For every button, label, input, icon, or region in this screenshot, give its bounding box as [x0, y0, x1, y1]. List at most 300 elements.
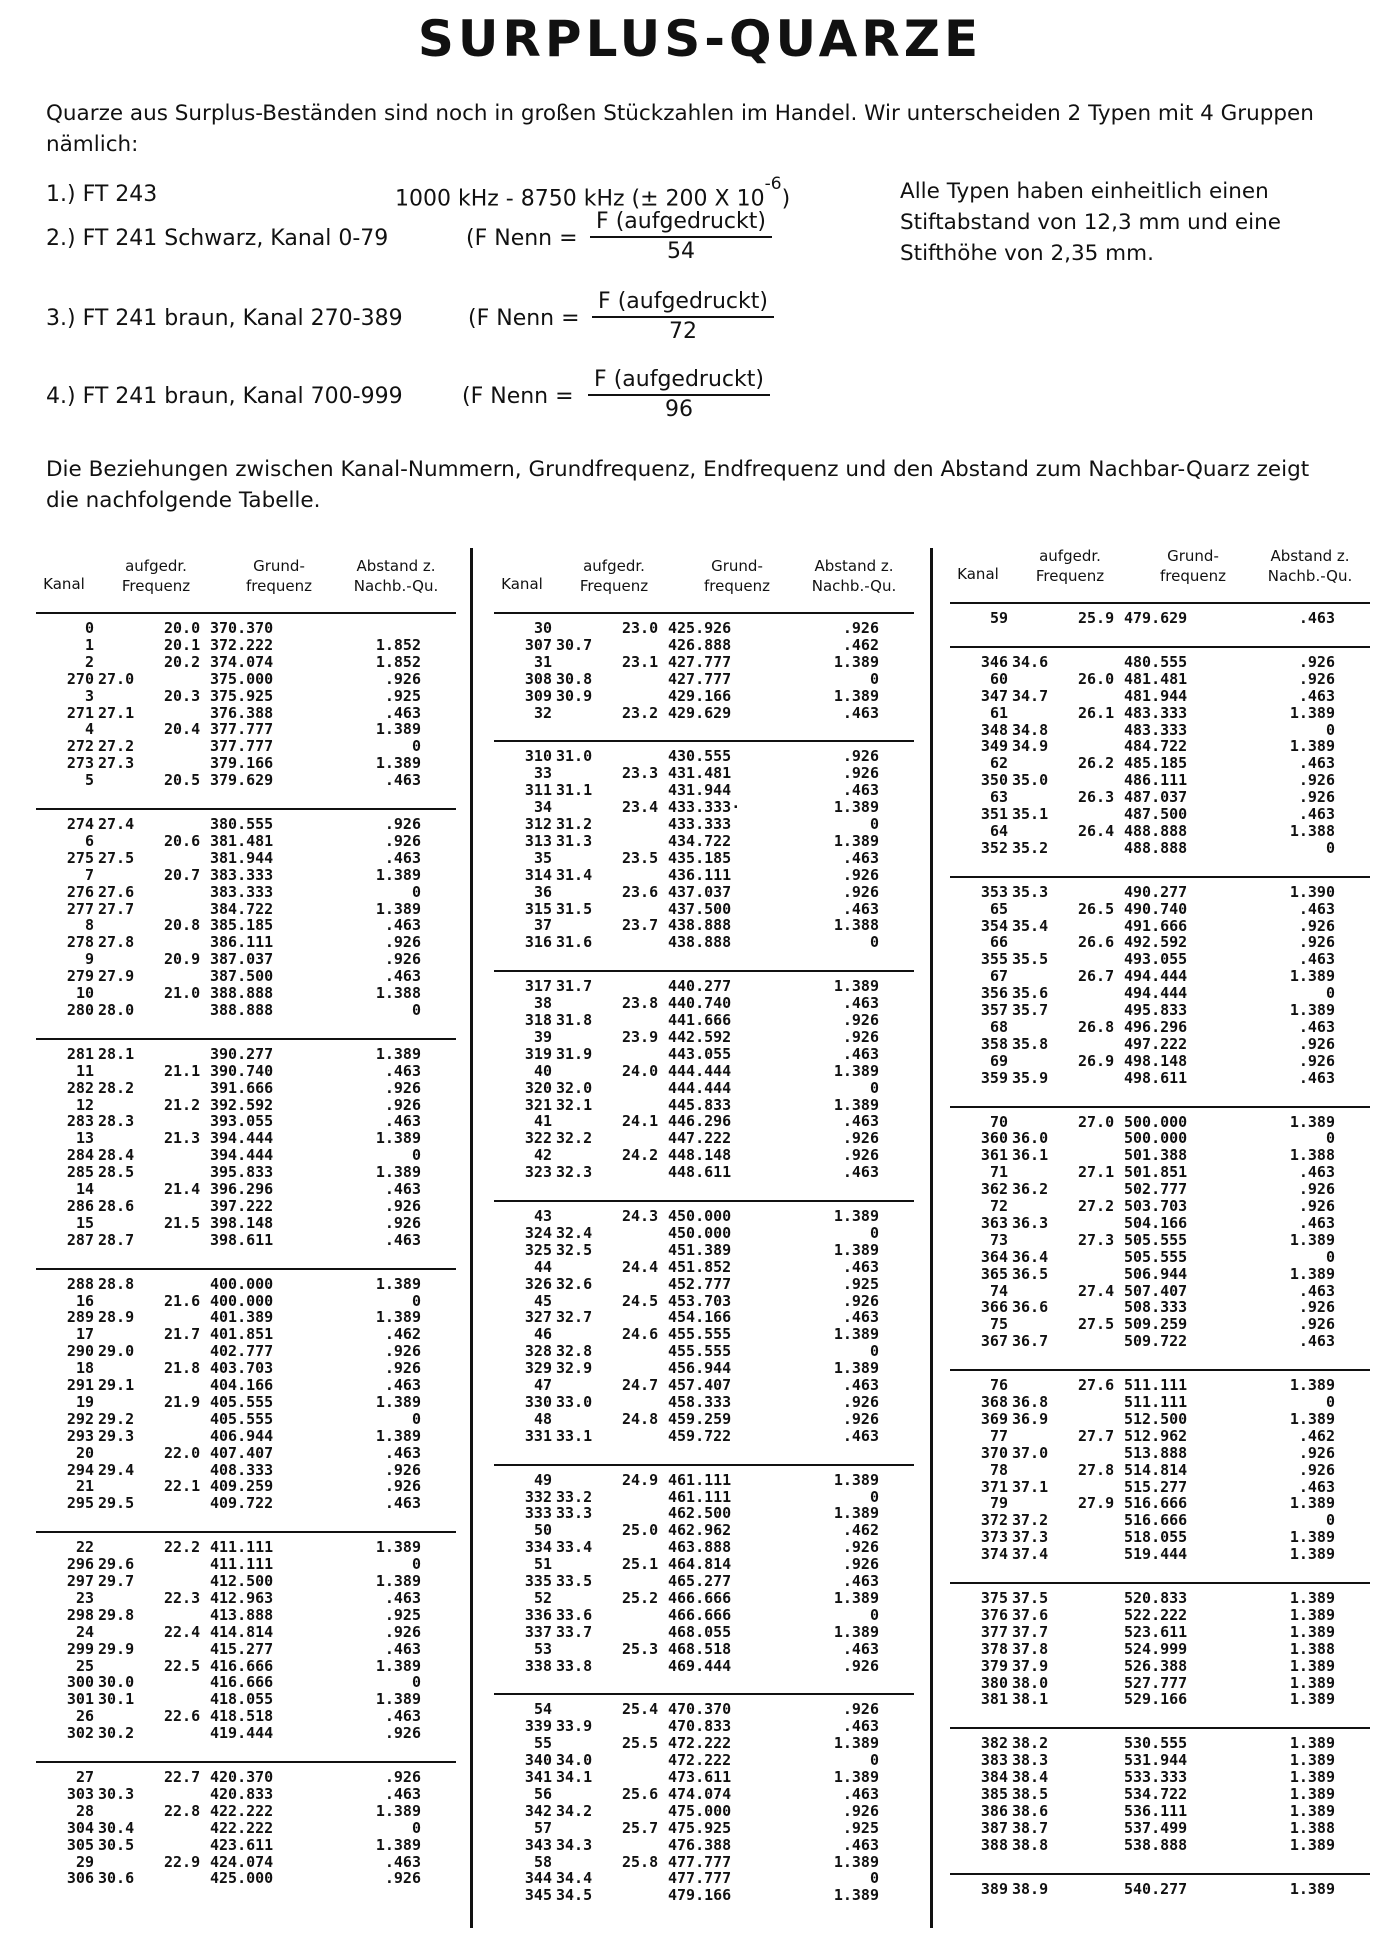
type-3-fraction: [592, 288, 774, 346]
frequency-cell: 24.5: [622, 1291, 659, 1310]
table-row: [494, 1837, 914, 1854]
frequency-cell: 29.2: [98, 1409, 135, 1428]
kanal-cell: 328: [524, 1342, 552, 1361]
grundfrequenz-cell: 512.962: [1124, 1426, 1188, 1445]
abstand-cell: 1.389: [1289, 1605, 1335, 1624]
abstand-cell: .926: [842, 882, 879, 901]
table-row: [36, 1786, 456, 1803]
frequency-cell: 30.4: [98, 1818, 135, 1837]
grundfrequenz-cell: 443.055: [668, 1044, 732, 1063]
grundfrequenz-cell: 456.944: [668, 1359, 732, 1378]
frequency-cell: 31.8: [556, 1011, 593, 1029]
table-row: [494, 1786, 914, 1803]
grundfrequenz-cell: 495.833: [1124, 1001, 1188, 1019]
table-row: [36, 816, 456, 833]
grundfrequenz-cell: 451.852: [668, 1257, 732, 1276]
frequency-cell: 27.6: [1078, 1376, 1115, 1395]
grundfrequenz-cell: 379.166: [210, 754, 274, 773]
frequency-cell: 32.6: [556, 1274, 593, 1293]
table-row: [950, 1752, 1370, 1769]
abstand-cell: .926: [842, 1392, 879, 1411]
frequency-cell: 26.2: [1078, 754, 1115, 773]
abstand-cell: .463: [384, 1707, 421, 1726]
table-row: [950, 1546, 1370, 1563]
kanal-cell: 289: [66, 1308, 94, 1327]
kanal-cell: 5: [84, 771, 94, 790]
table-row: [950, 1462, 1370, 1479]
abstand-cell: .926: [384, 831, 421, 850]
kanal-cell: 362: [980, 1180, 1008, 1199]
kanal-cell: 17: [75, 1325, 94, 1344]
abstand-cell: .926: [842, 747, 879, 766]
frequency-cell: 30.2: [98, 1724, 135, 1743]
table-row: [36, 985, 456, 1002]
table-row: [950, 1299, 1370, 1316]
abstand-cell: .463: [384, 1588, 421, 1607]
table-header-aufgedr: aufgedr. Frequenz: [579, 557, 649, 595]
table-row: [494, 1505, 914, 1522]
kanal-cell: 56: [533, 1784, 552, 1803]
intro-paragraph: Quarze aus Surplus-Beständen sind noch in großen Stückzahlen im Handel. Wir unterscheiden 2 Typen mit 4 Gruppen nämlich:: [46, 101, 1314, 157]
kanal-cell: 30: [533, 619, 552, 637]
frequency-cell: 33.7: [556, 1622, 593, 1641]
table-row: [36, 1539, 456, 1556]
kanal-cell: 66: [989, 933, 1008, 952]
kanal-cell: 309: [524, 686, 552, 705]
abstand-cell: .926: [384, 1196, 421, 1215]
kanal-cell: 70: [989, 1112, 1008, 1131]
frequency-cell: 31.0: [556, 747, 593, 766]
kanal-cell: 380: [980, 1673, 1008, 1692]
kanal-cell: 36: [533, 882, 552, 901]
abstand-cell: .926: [384, 1768, 421, 1786]
grundfrequenz-cell: 433.333: [668, 815, 732, 833]
frequency-cell: 27.2: [98, 737, 135, 756]
abstand-cell: .463: [1298, 1281, 1335, 1300]
type-1-range: [395, 174, 791, 212]
table-row: [36, 884, 456, 901]
frequency-cell: 23.4: [622, 798, 659, 817]
frequency-cell: 33.8: [556, 1656, 593, 1675]
table-row: [494, 1046, 914, 1063]
abstand-cell: 1.389: [833, 1240, 879, 1259]
table-row: [950, 688, 1370, 705]
frequency-cell: 33.6: [556, 1605, 593, 1624]
kanal-cell: 279: [66, 967, 94, 986]
abstand-cell: .926: [842, 1129, 879, 1148]
kanal-cell: 47: [533, 1376, 552, 1394]
table-row: [950, 610, 1370, 627]
table-row: [36, 1130, 456, 1147]
frequency-cell: 26.1: [1078, 703, 1115, 722]
kanal-cell: 388: [980, 1835, 1008, 1854]
abstand-cell: 1.389: [833, 686, 879, 705]
kanal-cell: 78: [989, 1460, 1008, 1479]
frequency-cell: 27.8: [98, 933, 135, 952]
kanal-cell: 7: [84, 865, 94, 884]
table-row: [36, 1820, 456, 1837]
kanal-cell: 286: [66, 1196, 94, 1215]
grundfrequenz-cell: 454.166: [668, 1308, 732, 1327]
frequency-cell: 27.9: [98, 967, 135, 986]
abstand-cell: .463: [1298, 950, 1335, 969]
table-row: [494, 1130, 914, 1147]
abstand-cell: .463: [384, 1443, 421, 1462]
grundfrequenz-cell: 476.388: [668, 1835, 732, 1854]
frequency-cell: 25.8: [622, 1852, 659, 1871]
table-row: [494, 1164, 914, 1181]
frequency-cell: 26.0: [1078, 669, 1115, 688]
abstand-cell: 1.389: [833, 1061, 879, 1080]
kanal-cell: 363: [980, 1213, 1008, 1232]
table-row: [950, 1053, 1370, 1070]
abstand-cell: 1.389: [1289, 1494, 1335, 1513]
frequency-cell: 21.5: [164, 1213, 201, 1232]
frequency-cell: 38.0: [1012, 1673, 1049, 1692]
frequency-cell: 29.8: [98, 1605, 135, 1624]
frequency-cell: 23.6: [622, 882, 659, 901]
kanal-cell: 333: [524, 1504, 552, 1523]
kanal-cell: 360: [980, 1129, 1008, 1148]
kanal-cell: 50: [533, 1521, 552, 1540]
frequency-cell: 21.0: [164, 984, 201, 1002]
table-row: [36, 654, 456, 671]
grundfrequenz-cell: 523.611: [1124, 1622, 1188, 1641]
table-row: [494, 1803, 914, 1820]
abstand-cell: 1.388: [1289, 1639, 1335, 1658]
table-row: [950, 1607, 1370, 1624]
grundfrequenz-cell: 452.777: [668, 1274, 732, 1293]
abstand-cell: 1.389: [375, 865, 421, 884]
grundfrequenz-cell: 397.222: [210, 1196, 274, 1215]
frequency-cell: 22.9: [164, 1852, 201, 1871]
grundfrequenz-cell: 431.944: [668, 781, 732, 800]
frequency-cell: 22.7: [164, 1768, 201, 1786]
table-row: [36, 1462, 456, 1479]
frequency-cell: 32.7: [556, 1308, 593, 1327]
table-row: [36, 772, 456, 789]
kanal-cell: 14: [75, 1180, 94, 1198]
frequency-cell: 24.7: [622, 1376, 659, 1394]
abstand-cell: .926: [1298, 1443, 1335, 1462]
table-row: [36, 901, 456, 918]
abstand-cell: .926: [1298, 1051, 1335, 1070]
kanal-cell: 325: [524, 1240, 552, 1259]
kanal-cell: 295: [66, 1494, 94, 1513]
grundfrequenz-cell: 530.555: [1124, 1734, 1188, 1753]
frequency-cell: 24.3: [622, 1207, 659, 1225]
abstand-cell: 1.852: [375, 652, 421, 671]
frequency-cell: 32.3: [556, 1163, 593, 1182]
abstand-cell: 1.852: [375, 635, 421, 654]
table-row: [494, 748, 914, 765]
table-row: [950, 654, 1370, 671]
frequency-cell: 30.9: [556, 686, 593, 705]
abstand-cell: 0: [869, 1605, 879, 1624]
abstand-cell: 0: [869, 1342, 879, 1361]
type-1-exponent: -6: [764, 174, 782, 194]
abstand-cell: .925: [842, 1274, 879, 1293]
kanal-cell: 321: [524, 1095, 552, 1114]
frequency-cell: 32.8: [556, 1342, 593, 1361]
table-row: [494, 901, 914, 918]
frequency-cell: 32.5: [556, 1240, 593, 1259]
abstand-cell: .926: [842, 1538, 879, 1557]
table-row: [36, 1394, 456, 1411]
abstand-cell: .463: [842, 994, 879, 1013]
grundfrequenz-cell: 377.777: [210, 720, 274, 739]
abstand-cell: 0: [411, 737, 421, 756]
frequency-cell: 38.4: [1012, 1768, 1049, 1787]
kanal-cell: 314: [524, 865, 552, 884]
abstand-cell: 1.389: [1289, 1545, 1335, 1564]
abstand-cell: 1.389: [1289, 1768, 1335, 1787]
frequency-cell: 36.2: [1012, 1180, 1049, 1199]
grundfrequenz-cell: 412.500: [210, 1572, 274, 1590]
table-row: [950, 1130, 1370, 1147]
grundfrequenz-cell: 387.037: [210, 950, 274, 969]
kanal-cell: 387: [980, 1818, 1008, 1837]
kanal-cell: 338: [524, 1656, 552, 1675]
kanal-cell: 68: [989, 1017, 1008, 1036]
grundfrequenz-cell: 450.000: [668, 1223, 732, 1242]
table-row: [494, 1658, 914, 1675]
table-row: [494, 978, 914, 995]
grundfrequenz-cell: 500.000: [1124, 1112, 1188, 1131]
abstand-cell: 1.389: [1289, 1751, 1335, 1770]
abstand-cell: .463: [842, 1784, 879, 1803]
abstand-cell: .926: [384, 1342, 421, 1361]
grundfrequenz-cell: 446.296: [668, 1112, 732, 1131]
grundfrequenz-cell: 386.111: [210, 933, 274, 952]
frequency-cell: 20.4: [164, 720, 201, 739]
frequency-cell: 23.3: [622, 764, 659, 783]
table-row: [950, 1114, 1370, 1131]
kanal-cell: 303: [66, 1784, 94, 1803]
grundfrequenz-cell: 437.500: [668, 899, 732, 918]
grundfrequenz-cell: 515.277: [1124, 1477, 1188, 1496]
kanal-cell: 22: [75, 1538, 94, 1557]
kanal-cell: 19: [75, 1392, 94, 1411]
table-row: [494, 1326, 914, 1343]
table-row: [494, 884, 914, 901]
kanal-cell: 18: [75, 1359, 94, 1378]
grundfrequenz-cell: 425.000: [210, 1869, 274, 1888]
group-separator: [494, 1464, 914, 1466]
kanal-cell: 317: [524, 977, 552, 996]
frequency-cell: 25.5: [622, 1734, 659, 1753]
table-row: [950, 1198, 1370, 1215]
table-row: [494, 867, 914, 884]
grundfrequenz-cell: 538.888: [1124, 1835, 1188, 1854]
table-row: [494, 816, 914, 833]
frequency-cell: 22.0: [164, 1443, 201, 1462]
grundfrequenz-cell: 497.222: [1124, 1034, 1188, 1053]
grundfrequenz-cell: 405.555: [210, 1409, 274, 1428]
grundfrequenz-cell: 392.592: [210, 1095, 274, 1114]
grundfrequenz-cell: 481.944: [1124, 686, 1188, 705]
grundfrequenz-cell: 457.407: [668, 1376, 732, 1394]
frequency-cell: 33.1: [556, 1426, 593, 1445]
abstand-cell: .463: [1298, 899, 1335, 918]
table-row: [36, 1854, 456, 1871]
abstand-cell: 1.389: [833, 1886, 879, 1905]
abstand-cell: .463: [842, 1376, 879, 1394]
grundfrequenz-cell: 437.037: [668, 882, 732, 901]
grundfrequenz-cell: 426.888: [668, 635, 732, 654]
type-3-denominator: 72: [669, 319, 697, 344]
table-row: [36, 1495, 456, 1512]
kanal-cell: 63: [989, 788, 1008, 807]
kanal-cell: 23: [75, 1588, 94, 1607]
table-row: [950, 1316, 1370, 1333]
kanal-cell: 319: [524, 1044, 552, 1063]
kanal-cell: 271: [66, 703, 94, 722]
kanal-cell: 294: [66, 1460, 94, 1479]
abstand-cell: 1.389: [375, 1129, 421, 1148]
grundfrequenz-cell: 434.722: [668, 831, 732, 850]
frequency-cell: 31.3: [556, 831, 593, 850]
frequency-cell: 27.0: [1078, 1112, 1115, 1131]
abstand-cell: 1.389: [833, 1588, 879, 1607]
kanal-cell: 359: [980, 1068, 1008, 1087]
frequency-cell: 35.3: [1012, 882, 1049, 901]
abstand-cell: 1.389: [833, 977, 879, 996]
frequency-cell: 21.3: [164, 1129, 201, 1148]
frequency-cell: 23.9: [622, 1027, 659, 1046]
table-row: [494, 688, 914, 705]
grundfrequenz-cell: 473.611: [668, 1768, 732, 1786]
abstand-cell: .926: [384, 1078, 421, 1097]
kanal-cell: 270: [66, 669, 94, 688]
table-row: [36, 1607, 456, 1624]
table-row: [36, 620, 456, 637]
table-row: [494, 1360, 914, 1377]
abstand-cell: 0: [1325, 1247, 1335, 1266]
abstand-cell: 0: [1325, 984, 1335, 1003]
grundfrequenz-cell: 529.166: [1124, 1690, 1188, 1709]
table-row: [950, 1002, 1370, 1019]
frequency-cell: 21.7: [164, 1325, 201, 1344]
table-row: [36, 1276, 456, 1293]
table-row: [36, 721, 456, 738]
abstand-cell: 1.389: [1289, 1001, 1335, 1019]
kanal-cell: 53: [533, 1639, 552, 1658]
frequency-cell: 22.5: [164, 1656, 201, 1675]
grundfrequenz-cell: 383.333: [210, 865, 274, 884]
kanal-cell: 324: [524, 1223, 552, 1242]
grundfrequenz-cell: 380.555: [210, 815, 274, 833]
abstand-cell: .462: [1298, 1426, 1335, 1445]
table-row: [494, 1701, 914, 1718]
kanal-cell: 273: [66, 754, 94, 773]
frequency-cell: 30.3: [98, 1784, 135, 1803]
grundfrequenz-cell: 522.222: [1124, 1605, 1188, 1624]
kanal-cell: 373: [980, 1528, 1008, 1547]
abstand-cell: .926: [842, 1011, 879, 1029]
frequency-cell: 28.1: [98, 1044, 135, 1063]
abstand-cell: 1.389: [375, 754, 421, 773]
abstand-cell: .463: [384, 1112, 421, 1131]
frequency-cell: 37.0: [1012, 1443, 1049, 1462]
table-row: [494, 1113, 914, 1130]
table-header-abstand: Abstand z. Nachb.-Qu.: [353, 557, 439, 595]
abstand-cell: 0: [411, 1291, 421, 1310]
table-row: [950, 1769, 1370, 1786]
table-row: [494, 1309, 914, 1326]
table-row: [36, 1641, 456, 1658]
group-separator: [36, 612, 456, 614]
kanal-cell: 381: [980, 1690, 1008, 1709]
grundfrequenz-cell: 427.777: [668, 669, 732, 688]
table-row: [494, 782, 914, 799]
abstand-cell: 1.389: [1289, 1785, 1335, 1803]
frequency-cell: 37.6: [1012, 1605, 1049, 1624]
abstand-cell: .463: [842, 1717, 879, 1736]
frequency-cell: 35.7: [1012, 1001, 1049, 1019]
table-row: [950, 1786, 1370, 1803]
kanal-cell: 311: [524, 781, 552, 800]
group-separator: [36, 1531, 456, 1533]
grundfrequenz-cell: 512.500: [1124, 1409, 1188, 1428]
abstand-cell: .463: [842, 1112, 879, 1131]
abstand-cell: .463: [384, 1376, 421, 1394]
abstand-cell: 1.389: [1289, 703, 1335, 722]
grundfrequenz-cell: 505.555: [1124, 1230, 1188, 1249]
table-row: [494, 1641, 914, 1658]
table-row: [950, 1333, 1370, 1350]
grundfrequenz-cell: 469.444: [668, 1656, 732, 1675]
kanal-cell: 65: [989, 899, 1008, 918]
table-row: [36, 1113, 456, 1130]
table-header-grund: Grund- frequenz: [246, 557, 312, 595]
group-separator: [494, 1200, 914, 1202]
abstand-cell: 1.389: [1289, 1734, 1335, 1753]
abstand-cell: .926: [842, 764, 879, 783]
frequency-cell: 27.4: [98, 815, 135, 833]
kanal-cell: 281: [66, 1044, 94, 1063]
grundfrequenz-cell: 526.388: [1124, 1656, 1188, 1675]
table-header-aufgedr: aufgedr. Frequenz: [121, 557, 191, 595]
frequency-cell: 30.0: [98, 1673, 135, 1692]
table-row: [950, 1675, 1370, 1692]
kanal-cell: 74: [989, 1281, 1008, 1300]
grundfrequenz-cell: 488.888: [1124, 821, 1188, 840]
table-header-abstand: Abstand z. Nachb.-Qu.: [811, 557, 897, 595]
kanal-cell: 345: [524, 1886, 552, 1905]
abstand-cell: .463: [1298, 805, 1335, 823]
kanal-cell: 284: [66, 1146, 94, 1165]
abstand-cell: 0: [411, 882, 421, 901]
frequency-cell: 22.3: [164, 1588, 201, 1607]
table-row: [494, 1735, 914, 1752]
grundfrequenz-cell: 502.777: [1124, 1180, 1188, 1199]
grundfrequenz-cell: 374.074: [210, 652, 274, 671]
grundfrequenz-cell: 534.722: [1124, 1785, 1188, 1803]
frequency-cell: 28.4: [98, 1146, 135, 1165]
column-divider: [470, 548, 473, 1928]
kanal-cell: 26: [75, 1707, 94, 1726]
kanal-cell: 385: [980, 1785, 1008, 1803]
frequency-cell: 32.1: [556, 1095, 593, 1114]
kanal-cell: 365: [980, 1264, 1008, 1283]
table-row: [950, 1881, 1370, 1898]
grundfrequenz-cell: 372.222: [210, 635, 274, 654]
frequency-cell: 29.9: [98, 1639, 135, 1658]
kanal-cell: 335: [524, 1572, 552, 1590]
type-2-formula-prefix: (F Nenn =: [466, 226, 578, 251]
page-title: SURPLUS-QUARZE: [417, 10, 983, 68]
